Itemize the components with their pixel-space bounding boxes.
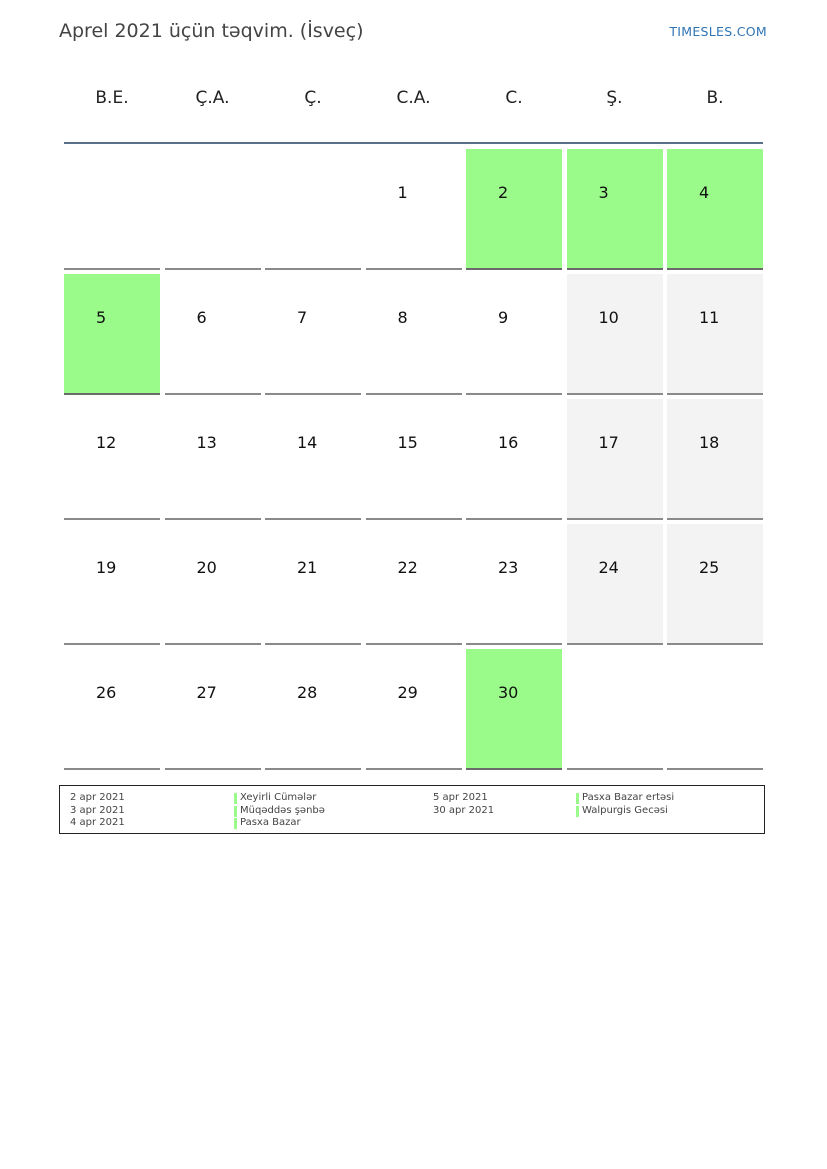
day-number: 22 [397, 558, 418, 577]
weekday-label: Ş. [606, 88, 623, 108]
calendar-day-cell [265, 274, 361, 395]
day-number: 2 [498, 183, 509, 202]
day-number: 30 [498, 683, 519, 702]
weekday-label: Ç.A. [195, 88, 230, 108]
day-number: 8 [397, 308, 408, 327]
calendar-day-cell [466, 649, 562, 770]
calendar-day-cell [466, 274, 562, 395]
calendar-day-cell [64, 524, 160, 645]
legend-holiday-name: Xeyirli Cümələr [234, 792, 325, 805]
day-number: 4 [699, 183, 710, 202]
calendar-day-cell [466, 149, 562, 270]
calendar-cell-empty [667, 649, 763, 770]
calendar-day-cell [366, 399, 462, 520]
day-number: 12 [96, 433, 117, 452]
calendar-day-cell [64, 649, 160, 770]
calendar-day-cell [366, 274, 462, 395]
calendar-day-cell [667, 149, 763, 270]
calendar-day-cell [366, 524, 462, 645]
calendar-day-cell [165, 649, 261, 770]
legend-date: 3 apr 2021 [70, 804, 125, 816]
calendar-cell-empty [265, 149, 361, 270]
day-number: 20 [196, 558, 217, 577]
calendar-grid [64, 149, 764, 771]
legend-holiday-name: Pasxa Bazar [234, 817, 325, 830]
legend-holiday-name: Walpurgis Gecəsi [576, 805, 674, 818]
calendar-day-cell [667, 399, 763, 520]
day-number: 18 [699, 433, 720, 452]
day-number: 7 [297, 308, 308, 327]
legend-dates-left [70, 792, 125, 830]
legend-names-right [576, 792, 674, 817]
calendar-day-cell [366, 649, 462, 770]
calendar-day-cell [567, 399, 663, 520]
weekday-label: B. [706, 88, 724, 108]
day-number: 10 [598, 308, 619, 327]
legend-holiday-name: Pasxa Bazar ertəsi [576, 792, 674, 805]
day-number: 21 [297, 558, 318, 577]
day-number: 6 [196, 308, 207, 327]
weekday-label: B.E. [95, 88, 129, 108]
site-link[interactable]: TIMESLES.COM [669, 24, 767, 39]
weekday-label: C. [505, 88, 523, 108]
legend-date: 30 apr 2021 [433, 804, 495, 816]
day-number: 9 [498, 308, 509, 327]
legend-date: 5 apr 2021 [433, 792, 488, 803]
calendar-day-cell [366, 149, 462, 270]
day-number: 14 [297, 433, 318, 452]
day-number: 16 [498, 433, 519, 452]
day-number: 17 [598, 433, 619, 452]
calendar-day-cell [567, 524, 663, 645]
calendar-day-cell [265, 399, 361, 520]
day-number: 26 [96, 683, 117, 702]
calendar-day-cell [567, 149, 663, 270]
calendar-day-cell [466, 399, 562, 520]
day-number: 28 [297, 683, 318, 702]
day-number: 27 [196, 683, 217, 702]
day-number: 5 [96, 308, 107, 327]
legend-names-left [234, 792, 325, 830]
day-number: 23 [498, 558, 519, 577]
weekday-label: C.A. [396, 88, 431, 108]
calendar-day-cell [265, 649, 361, 770]
page-title: Aprel 2021 üçün təqvim. (İsveç) [59, 20, 364, 42]
legend-date: 2 apr 2021 [70, 792, 125, 803]
day-number: 25 [699, 558, 720, 577]
calendar-day-cell [667, 524, 763, 645]
calendar-day-cell [165, 524, 261, 645]
legend-date: 4 apr 2021 [70, 817, 125, 828]
day-number: 29 [397, 683, 418, 702]
holiday-legend [59, 785, 765, 834]
day-number: 1 [397, 183, 408, 202]
calendar-cell-empty [567, 649, 663, 770]
calendar-day-cell [64, 399, 160, 520]
day-number: 15 [397, 433, 418, 452]
day-number: 13 [196, 433, 217, 452]
header-divider [64, 142, 763, 144]
day-number: 24 [598, 558, 619, 577]
calendar-day-cell [64, 274, 160, 395]
calendar-day-cell [165, 399, 261, 520]
calendar-cell-empty [165, 149, 261, 270]
calendar-day-cell [567, 274, 663, 395]
legend-holiday-name: Müqəddəs şənbə [234, 805, 325, 818]
calendar-day-cell [466, 524, 562, 645]
calendar-day-cell [265, 524, 361, 645]
day-number: 11 [699, 308, 720, 327]
weekday-label: Ç. [304, 88, 322, 108]
calendar-cell-empty [64, 149, 160, 270]
day-number: 3 [598, 183, 609, 202]
day-number: 19 [96, 558, 117, 577]
weekday-header-row [64, 88, 764, 118]
calendar-day-cell [165, 274, 261, 395]
calendar-day-cell [667, 274, 763, 395]
legend-dates-right [433, 792, 494, 817]
